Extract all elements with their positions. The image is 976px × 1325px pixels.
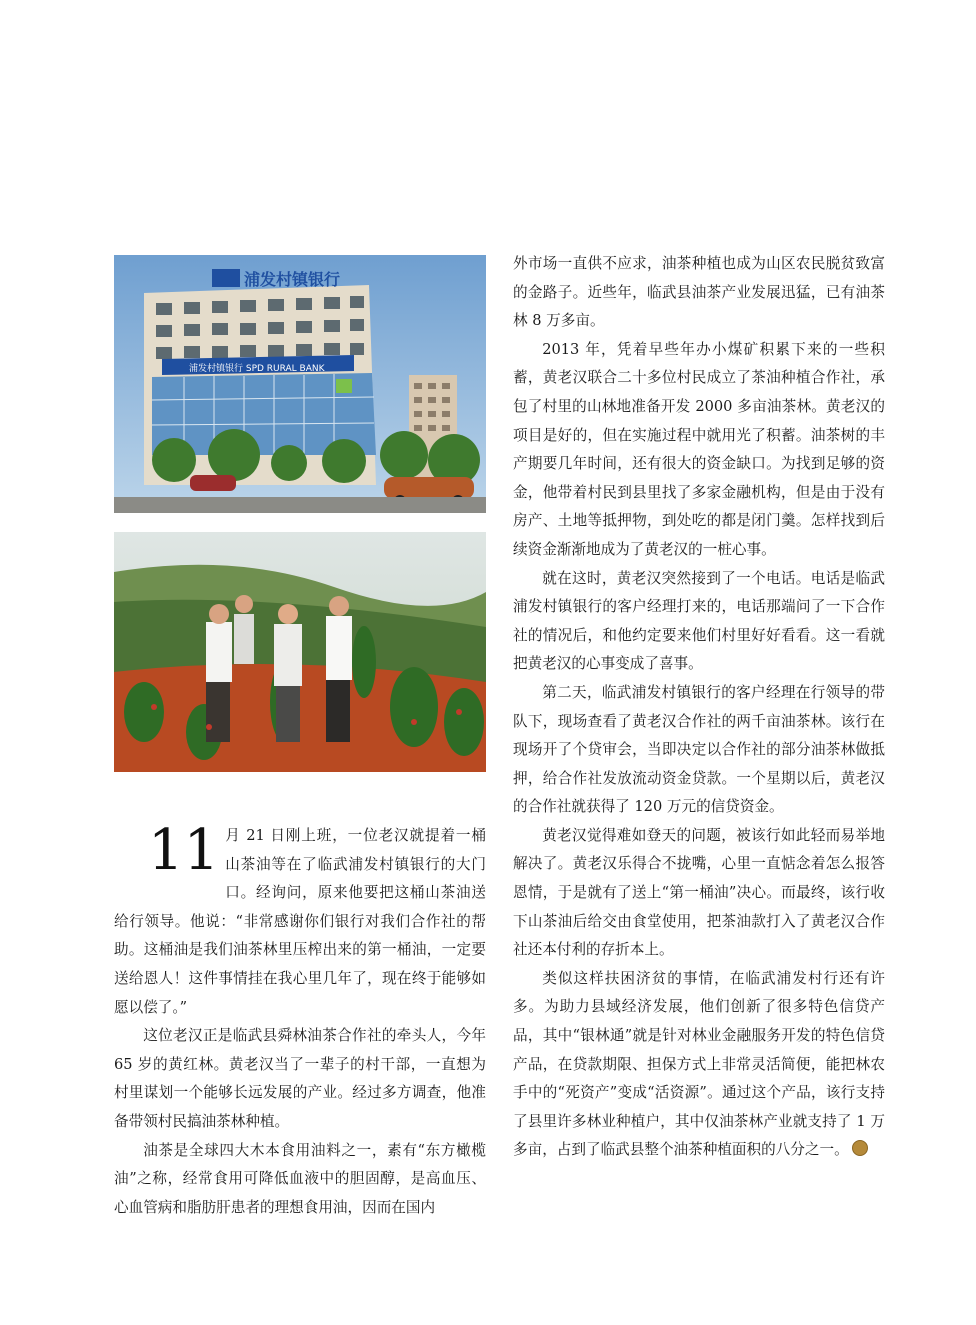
paragraph-3: 油茶是全球四大木本食用油料之一，素有“东方橄榄油”之称，经常食用可降低血液中的胆固醇，是高血压、心血管病和脂肪肝患者的理想食用油，因而在国内 [114,1141,486,1216]
paragraph-8-text: 类似这样扶困济贫的事情，在临武浦发村行还有许多。为助力县域经济发展，他们创新了很多特色信贷产品，其中“银林通”就是针对林业金融服务开发的特色信贷产品，在贷款期限、担保方式上非常灵活简便，能把林农手中的“死资产”变成“活资源”。通过这个产品，该行支持了县里许多林业种植户，其中仅油茶林产业就支持了 1 万多亩，占到了临武县整个油茶种植面积的八分之一。 [513,969,885,1159]
paragraph-2: 这位老汉正是临武县舜林油茶合作社的牵头人，今年 65 岁的黄红林。黄老汉当了一辈子的村干部，一直想为村里谋划一个能够长远发展的产业。经过多方调查，他准备带领村民搞油茶林种植。 [114,1027,486,1130]
end-mark-icon [852,1140,868,1156]
bank-sign-banner-text: 浦发村镇银行 SPD RURAL BANK [189,364,325,374]
paragraph-5: 就在这时，黄老汉突然接到了一个电话。电话是临武浦发村镇银行的客户经理打来的，电话那端问了一下合作社的情况后，和他约定要来他们村里好好看看。这一看就把黄老汉的心事变成了喜事。 [513,569,885,673]
tea-oil-field-photo [114,532,486,772]
drop-cap-number: 11 [148,818,220,883]
bank-sign-top-text: 浦发村镇银行 [244,270,341,289]
bank-building-photo [114,255,486,513]
paragraph-8 [513,965,885,1165]
paragraph-4: 2013 年，凭着早些年办小煤矿积累下来的一些积蓄，黄老汉联合二十多位村民成立了茶油种植合作社，承包了村里的山林地准备开发 2000 多亩油茶林。黄老汉的项目是好的，但在实施过程中就用光了积蓄。油茶树的丰产期要几年时间，还有很大的资金缺口。为找到足够的资金，他带着村民到县里找了多家金融机构，但是由于没有房产、土地等抵押物，到处吃的都是闭门羹。怎样找到后续资金渐渐地成为了黄老汉的一桩心事。 [513,340,885,558]
paragraph-1: 月 21 日刚上班，一位老汉就提着一桶山茶油等在了临武浦发村镇银行的大门口。经询问，原来他要把这桶山茶油送给行领导。他说：“非常感谢你们银行对我们合作社的帮助。这桶油是我们油茶林里压榨出来的第一桶油，一定要送给恩人！这件事情挂在我心里几年了，现在终于能够如愿以偿了。” [114,827,486,1016]
paragraph-3-continued: 外市场一直供不应求，油茶种植也成为山区农民脱贫致富的金路子。近些年，临武县油茶产业发展迅猛，已有油茶林 8 万多亩。 [513,255,885,330]
article-left-column [114,818,486,1222]
paragraph-6: 第二天，临武浦发村镇银行的客户经理在行领导的带队下，现场查看了黄老汉合作社的两千亩油茶林。该行在现场开了个贷审会，当即决定以合作社的部分油茶林做抵押，给合作社发放流动资金贷款。一个星期以后，黄老汉的合作社就获得了 120 万元的信贷资金。 [513,683,885,816]
paragraph-7: 黄老汉觉得难如登天的问题，被该行如此轻而易举地解决了。黄老汉乐得合不拢嘴，心里一直惦念着怎么报答恩情，于是就有了送上“第一桶油”决心。而最终，该行收下山茶油后给交由食堂使用，把茶油款打入了黄老汉合作社还本付利的存折本上。 [513,826,885,959]
article-right-column [513,250,885,1165]
